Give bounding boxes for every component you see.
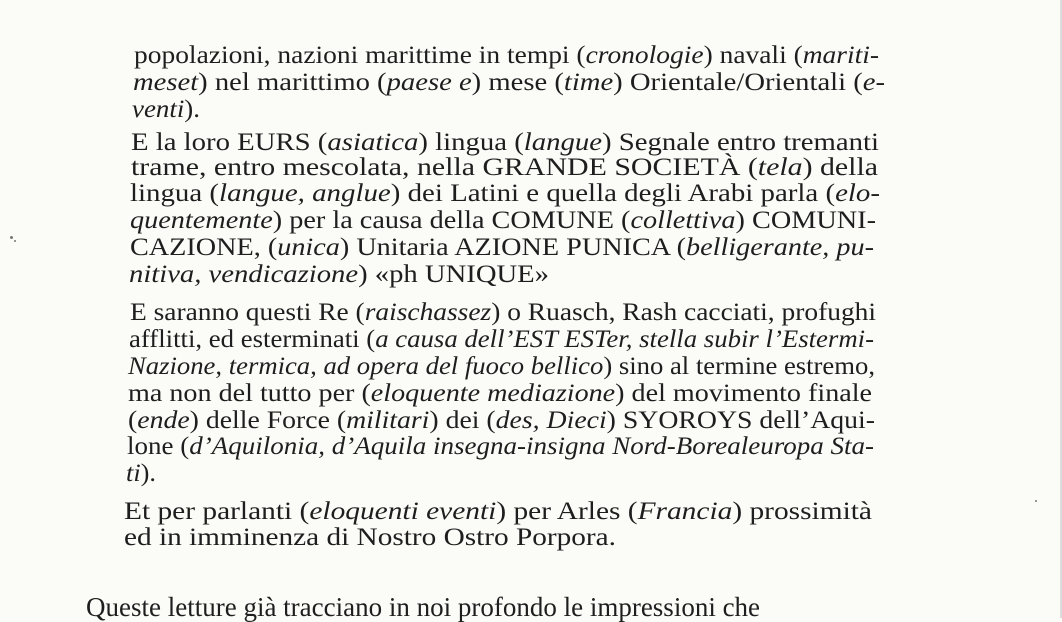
italic-text: ende [137,407,190,434]
text-span: ) SYOROYS dell’Aqui- [606,407,876,434]
text-span: popolazioni, nazioni marittime in tempi ( [134,42,586,69]
text-span: ( [128,407,138,434]
italic-text: time [563,69,614,96]
text-line [126,460,156,488]
text-line [128,353,875,381]
scan-speck [1035,500,1037,502]
text-line [131,154,878,182]
text-line [131,129,879,157]
text-span: ) o Ruasch, Rash cacciati, profughi [491,299,877,326]
text-line [127,433,874,461]
text-span: lingua ( [130,180,220,207]
text-span: trame, entro mescolata, nella GRANDE SOCIETÀ ( [131,154,758,181]
italic-text: a causa dell’EST ESTer, stella subir l’Estermi- [375,326,875,353]
italic-text: meset [133,69,199,96]
text-line [130,207,876,235]
scan-speck [10,236,13,239]
text-span: ) Unitaria AZIONE PUNICA ( [339,234,687,261]
text-span: ) del movimento finale [615,380,873,407]
italic-text: nitiva, vendicazione [129,261,359,288]
italic-text: ti [126,460,141,487]
text-line [129,326,874,354]
text-span: ) navali ( [703,42,803,69]
italic-text: collettiva [630,207,736,234]
text-line [130,299,876,327]
text-span: afflitti, ed esterminati ( [129,326,376,353]
text-span: ) della [802,154,879,181]
text-span: ) nel marittimo ( [198,69,387,96]
text-span: ) per la causa della COMUNE ( [272,207,631,234]
text-line [128,407,875,435]
text-span: ) dei ( [429,407,496,434]
text-span: ma non del tutto per ( [128,380,371,407]
italic-text: venti [132,96,185,123]
italic-text: d’Aquilonia, d’Aquila insegna-insigna Nord-Borealeuropa Sta- [189,433,875,460]
italic-text: quentemente [130,207,273,234]
italic-text: eloquenti eventi [309,498,497,525]
italic-text: paese e [386,69,472,96]
italic-text: des, Dieci [495,407,607,434]
italic-text: Francia [637,498,733,525]
text-line [128,380,872,408]
italic-text: raischassez [364,299,492,326]
cut-off-line: Queste letture già tracciano in noi profondo le impressioni che [86,592,761,622]
text-span: E la loro EURS ( [131,129,328,156]
text-span: ) Segnale entro tremanti [602,129,879,156]
text-line [133,69,885,97]
italic-text: elo- [835,180,880,207]
text-line [124,498,872,526]
italic-text: tela [757,154,803,181]
scan-speck [14,240,16,242]
text-span: ). [184,96,200,123]
text-span: ) per Arles ( [496,498,638,525]
text-span: ) Orientale/Orientali ( [613,69,863,96]
italic-text: langue [523,129,603,156]
text-line [130,180,880,208]
text-span: ) «ph UNIQUE» [358,261,550,288]
text-span: ). [140,460,156,487]
text-span: ) COMUNI- [735,207,876,234]
text-span: ) prossimità [732,498,872,525]
italic-text: asiatica [327,129,419,156]
italic-text: cronologie [585,42,704,69]
text-span: lone ( [127,433,190,460]
italic-text: militari [346,407,430,434]
italic-text: mariti- [802,42,880,69]
italic-text: Nazione, termica, ad opera del fuoco bellico [128,353,604,380]
text-span: CAZIONE, ( [130,234,278,261]
text-span: Et per parlanti ( [124,498,310,525]
text-span: ) lingua ( [418,129,524,156]
text-line [124,524,616,552]
text-span: ) dei Latini e quella degli Arabi parla ( [390,180,836,207]
text-span: ) sino al termine estremo, [603,353,876,380]
italic-text: belligerante, pu- [686,234,874,261]
text-line [134,42,879,70]
italic-text: eloquente mediazione [370,380,616,407]
text-span: ed in imminenza di Nostro Ostro Porpora. [124,524,616,551]
text-line [130,234,874,262]
text-span: ) mese ( [471,69,564,96]
text-span: ) delle Force ( [189,407,347,434]
italic-text: unica [277,234,340,261]
italic-text: langue, anglue [219,180,391,207]
italic-text: e- [862,69,886,96]
text-line [129,261,549,289]
text-line [132,96,200,124]
text-span: E saranno questi Re ( [130,299,365,326]
